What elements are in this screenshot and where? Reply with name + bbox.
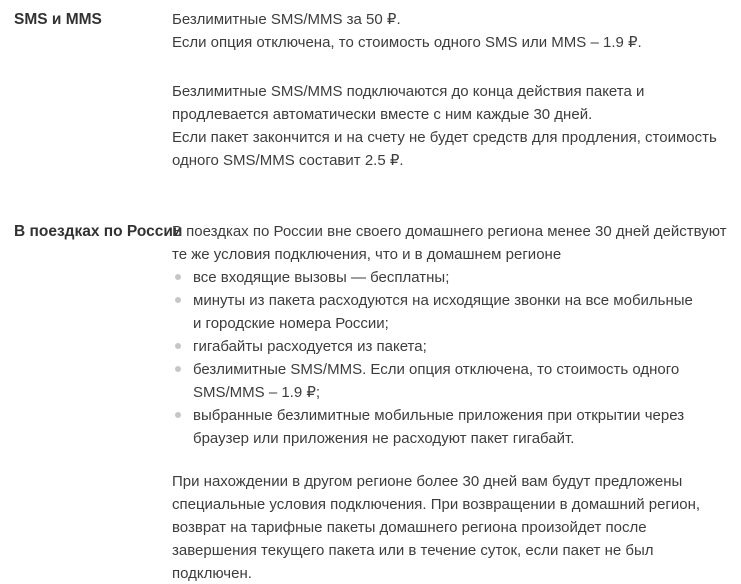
bullet-icon (175, 274, 181, 280)
paragraph (172, 8, 741, 54)
section-label: SMS и MMS (14, 11, 102, 28)
section-content (172, 220, 741, 584)
text-line: подключен. (172, 565, 252, 582)
text-line: Если опция отключена, то стоимость одного SMS или MMS – 1.9 ₽. (172, 34, 642, 51)
text-line: возврат на тарифные пакеты домашнего региона произойдет после (172, 519, 647, 536)
text-line: одного SMS/MMS составит 2.5 ₽. (172, 152, 404, 169)
bullet-icon (175, 412, 181, 418)
paragraph (172, 80, 741, 172)
section-travel-russia (0, 220, 741, 584)
bullet-icon (175, 297, 181, 303)
text-line: минуты из пакета расходуются на исходящие звонки на все мобильные (193, 292, 693, 309)
section-label: В поездках по России (14, 223, 183, 240)
text-line: продлевается автоматически вместе с ним каждые 30 дней. (172, 106, 593, 123)
intro-paragraph (172, 220, 741, 266)
section-sms-mms (0, 8, 741, 172)
text-line: SMS/MMS – 1.9 ₽; (193, 384, 321, 401)
text-line: Безлимитные SMS/MMS за 50 ₽. (172, 11, 401, 28)
text-line: гигабайты расходуется из пакета; (193, 338, 427, 355)
text-line: В поездках по России вне своего домашнего региона менее 30 дней действуют (172, 223, 727, 240)
text-line: завершения текущего пакета или в течение суток, если пакет не был (172, 542, 654, 559)
list-item (172, 404, 741, 450)
bullet-icon (175, 366, 181, 372)
list-item (172, 358, 741, 404)
text-line: все входящие вызовы — бесплатны; (193, 269, 450, 286)
text-line: и городские номера России; (193, 315, 389, 332)
text-line: браузер или приложения не расходуют пакет гигабайт. (193, 430, 575, 447)
list-item (172, 335, 741, 358)
section-content (172, 8, 741, 172)
text-line: выбранные безлимитные мобильные приложения при открытии через (193, 407, 685, 424)
list-item (172, 266, 741, 289)
text-line: специальные условия подключения. При возвращении в домашний регион, (172, 496, 701, 513)
text-line: те же условия подключения, что и в домашнем регионе (172, 246, 562, 263)
text-line: Если пакет закончится и на счету не будет средств для продления, стоимость (172, 129, 717, 146)
list-item (172, 289, 741, 335)
bullet-icon (175, 343, 181, 349)
outro-paragraph (172, 470, 741, 584)
text-line: При нахождении в другом регионе более 30 дней вам будут предложены (172, 473, 683, 490)
text-line: Безлимитные SMS/MMS подключаются до конца действия пакета и (172, 83, 645, 100)
text-line: безлимитные SMS/MMS. Если опция отключена, то стоимость одного (193, 361, 680, 378)
bullet-list (172, 266, 741, 450)
